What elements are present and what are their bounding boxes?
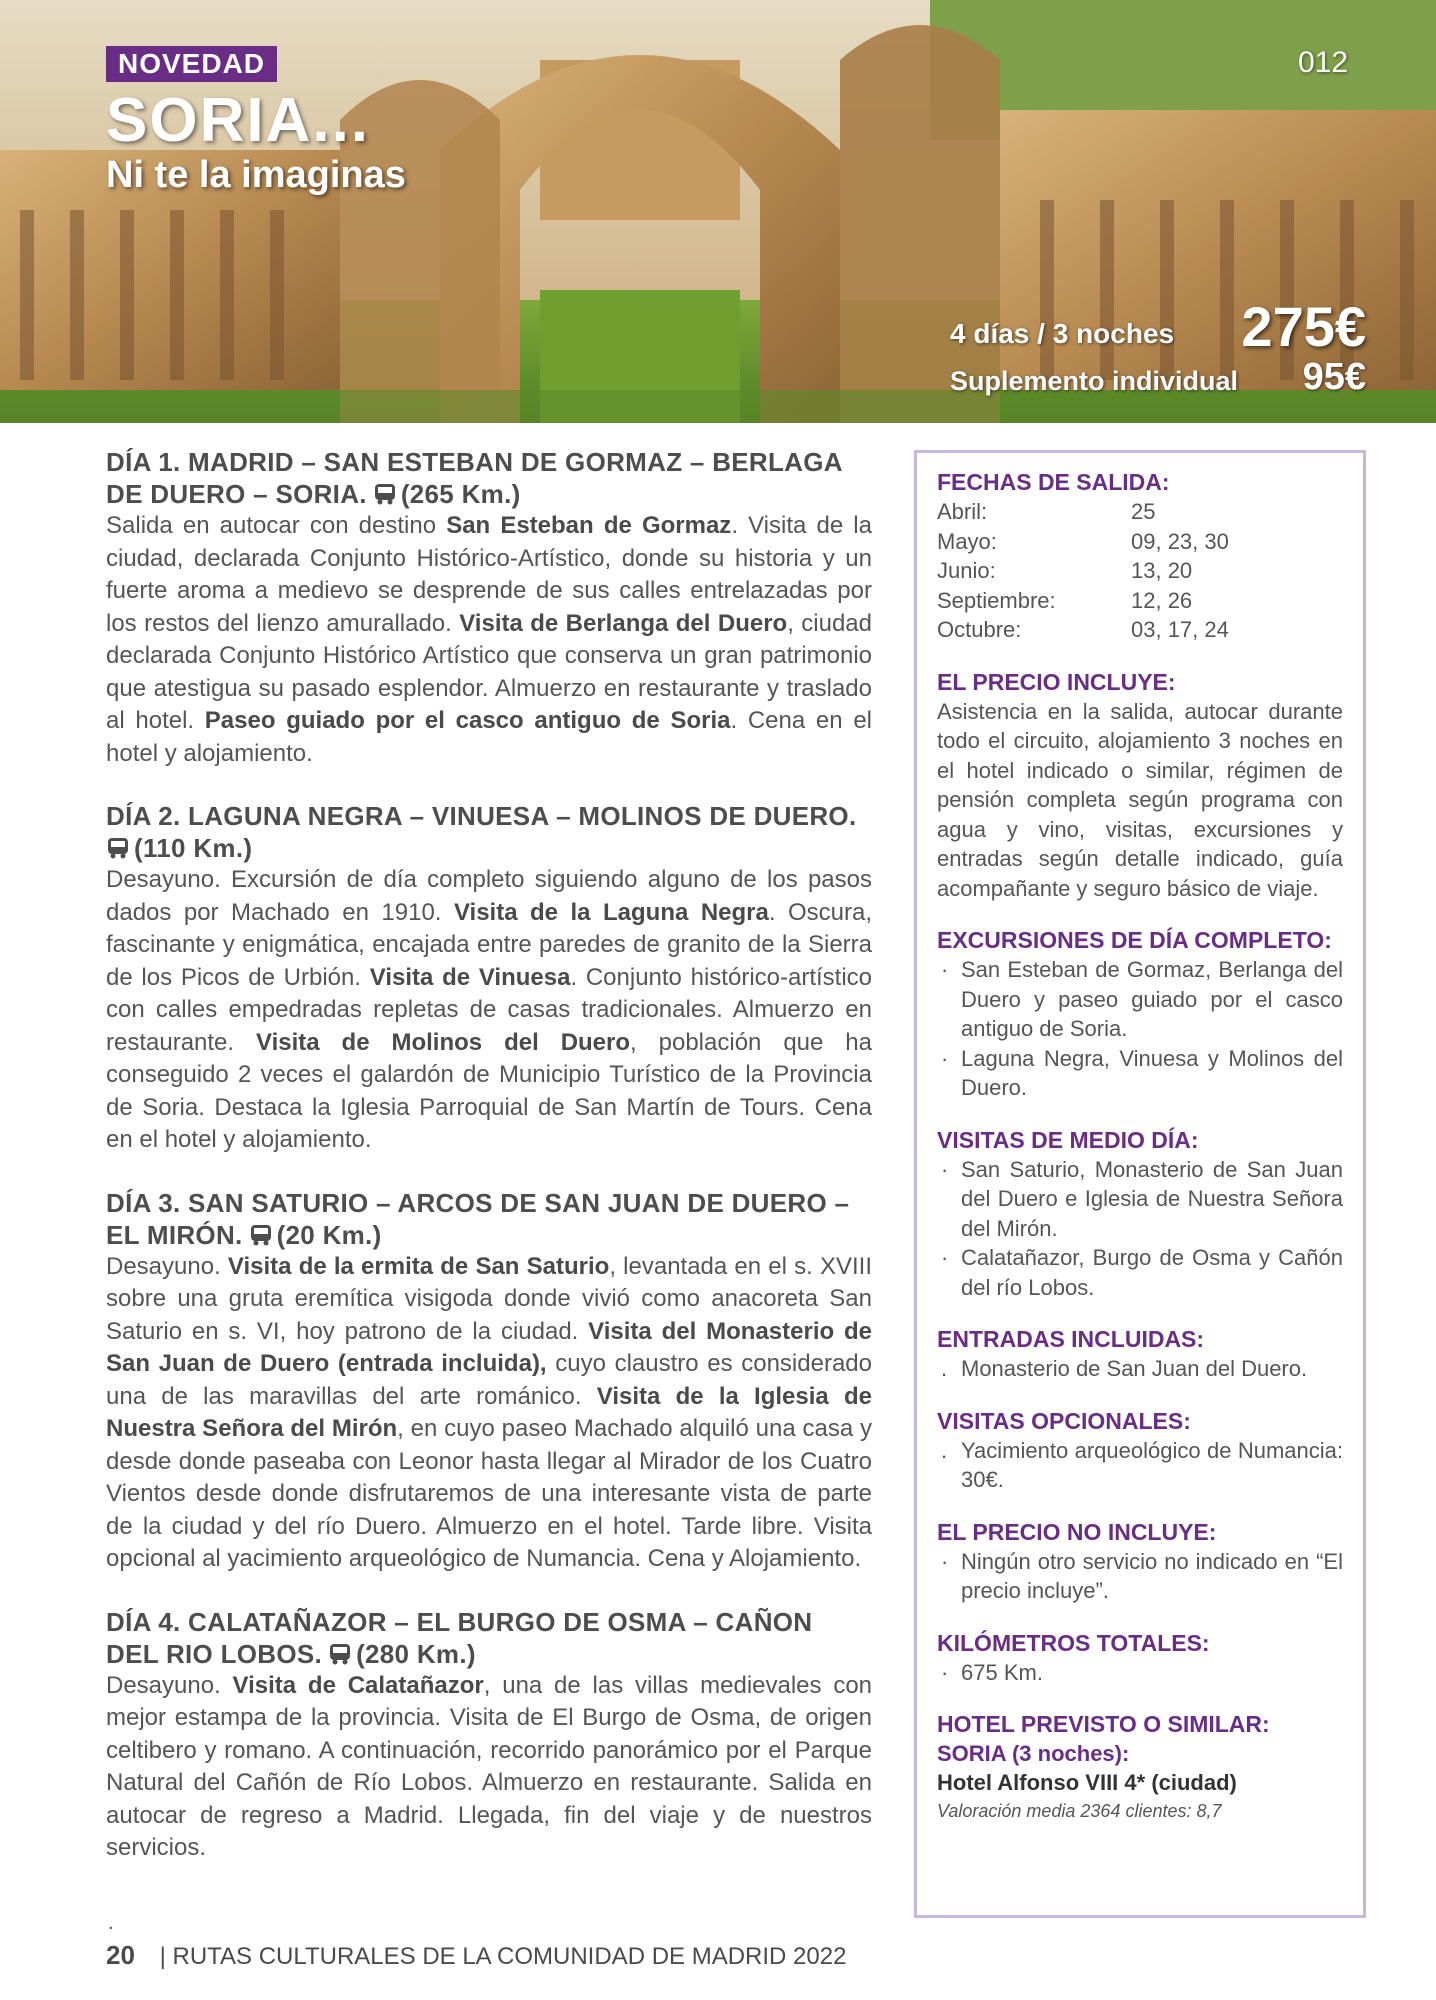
highlight-text: Visita de la Laguna Negra (453, 898, 769, 926)
list-item: . Yacimiento arqueológico de Numancia: 30€. (937, 1436, 1343, 1495)
destination-title: SORIA... (106, 86, 371, 155)
body-text: . Cena en el hotel y alojamiento. (106, 707, 873, 767)
section-title: ENTRADAS INCLUIDAS: (937, 1326, 1205, 1352)
section-optional-visits (937, 1406, 1343, 1495)
list-item: · 675 Km. (937, 1658, 1343, 1688)
day-description (106, 1670, 872, 1865)
itinerary-day (106, 800, 872, 1157)
highlight-text: Visita de Molinos del Duero (256, 1028, 631, 1056)
publication-title: | RUTAS CULTURALES DE LA COMUNIDAD DE MADRID 2022 (159, 1943, 847, 1970)
itinerary-day (106, 446, 872, 770)
date-month: Junio: (937, 558, 996, 583)
body-text: Salida en autocar con destino (106, 512, 447, 539)
hotel-name: Hotel Alfonso VIII 4* (ciudad) (937, 1770, 1237, 1795)
section-price-includes (937, 667, 1343, 904)
destination-subtitle: Ni te la imaginas (106, 154, 406, 196)
section-title: KILÓMETROS TOTALES: (937, 1629, 1210, 1656)
body-text: Desayuno. (106, 1252, 228, 1280)
section-hotel (937, 1709, 1343, 1825)
list-item: · San Saturio, Monasterio de San Juan del Duero e Iglesia de Nuestra Señora del Mirón. (937, 1155, 1343, 1244)
body-text: cuyo claustro es considerado una de las maravillas del arte románico. (106, 1350, 872, 1410)
body-text: , en cuyo paseo Machado alquiló una casa y desde donde paseaba con Leonor hasta llegar al Mirador de los Cuatro Vientos desde donde disfrutaremos de una interesante vista de parte de la ciudad y del río Duero. Almuerzo en el hotel. Tarde libre. Visita opcional al yacimiento arqueológico de Numancia. Cena y Alojamiento. (106, 1415, 872, 1572)
section-title: VISITAS OPCIONALES: (937, 1407, 1191, 1434)
km-list (937, 1658, 1343, 1688)
list-item: · Laguna Negra, Vinuesa y Molinos del Duero. (937, 1044, 1343, 1103)
bus-icon (249, 1224, 273, 1246)
body-text: , levantada en el s. XVIII sobre una gruta eremítica visigoda donde vivió como anacoreta San Saturio en s. VI, hoy patrono de la ciudad. (106, 1252, 873, 1345)
body-text: Desayuno. Excursión de día completo siguiendo alguno de los pasos dados por Machado en 1910. (106, 866, 872, 926)
section-full-day-excursions (937, 925, 1343, 1103)
section-title: FECHAS DE SALIDA: (937, 469, 1170, 495)
supplement-label: Suplemento individual (950, 366, 1239, 396)
list-item: · Ningún otro servicio no indicado en “El precio incluye”. (937, 1547, 1343, 1606)
novedad-badge: NOVEDAD (106, 46, 277, 82)
trip-duration: 4 días / 3 noches (950, 318, 1175, 349)
highlight-text: Visita de Berlanga del Duero (459, 609, 788, 637)
date-days: 13, 20 (1131, 558, 1193, 583)
list-item: · Calatañazor, Burgo de Osma y Cañón del río Lobos. (937, 1243, 1343, 1302)
body-text: , una de las villas medievales con mejor estampa de la provincia. Visita de El Burgo de Osma, de origen celtibero y romano. A continuación, recorrido panorámico por el Parque Natural del Cañón de Río Lobos. Almuerzo en restaurante. Salida en autocar de regreso a Madrid. Llegada, fin del viaje y de nuestros servicios. (106, 1671, 873, 1861)
day-description (106, 864, 872, 1157)
stray-dot: . (108, 1912, 114, 1934)
hotel-city: SORIA (3 noches): (937, 1741, 1130, 1766)
highlight-text: Visita de Calatañazor (232, 1671, 484, 1699)
excursions-list (937, 955, 1343, 1103)
body-text: , ciudad declarada Conjunto Histórico Artístico que conserva un gran patrimonio que atestigua su pasado esplendor. Almuerzo en restaurante y traslado al hotel. (106, 609, 873, 734)
highlight-text: Paseo guiado por el casco antiguo de Soria (204, 707, 731, 734)
bus-icon (106, 837, 130, 859)
body-text: Desayuno. (106, 1671, 233, 1699)
date-month: Septiembre: (937, 587, 1056, 613)
highlight-text: Visita de la Iglesia de Nuestra Señora del Mirón (106, 1382, 872, 1442)
page-number: 20 (106, 1940, 135, 1970)
date-month: Abril: (937, 499, 988, 524)
body-text: , población que ha conseguido 2 veces el galardón de Municipio Turístico de la Provincia de Soria. Destaca la Iglesia Parroquial de San Martín de Tours. Cena en el hotel y alojamiento. (106, 1028, 872, 1153)
section-title: EL PRECIO INCLUYE: (937, 668, 1176, 695)
date-month: Octubre: (937, 617, 1022, 642)
day-heading: DÍA 3. SAN SATURIO – ARCOS DE SAN JUAN DE DUERO – EL MIRÓN. (20 Km.) (106, 1187, 850, 1250)
tickets-list (937, 1354, 1343, 1384)
highlight-text: San Esteban de Gormaz (446, 512, 732, 539)
day-heading: DÍA 4. CALATAÑAZOR – EL BURGO DE OSMA – CAÑON DEL RIO LOBOS. (280 Km.) (106, 1606, 813, 1669)
itinerary-day (106, 1187, 872, 1576)
section-title: EXCURSIONES DE DÍA COMPLETO: (937, 927, 1332, 953)
date-days: 25 (1131, 499, 1156, 524)
body-text: . Oscura, fascinante y enigmática, encajada entre paredes de granito de la Sierra de los Picos de Urbión. (106, 898, 873, 991)
day-description (106, 510, 872, 770)
section-total-km (937, 1628, 1343, 1688)
date-days: 12, 26 (1131, 587, 1193, 613)
body-text: . Conjunto histórico-artístico con calles empedradas repletas de casas tradicionales. Almuerzo en restaurante. (106, 963, 873, 1056)
body-text: . Visita de la ciudad, declarada Conjunto Histórico-Artístico, donde su historia y un fuerte aroma a medievo se desprende de sus calles entrelazadas por los restos del lienzo amurallado. (106, 512, 872, 637)
section-title: VISITAS DE MEDIO DÍA: (937, 1126, 1199, 1153)
supplement-price: 95€ (1302, 356, 1366, 398)
date-days: 09, 23, 30 (1131, 528, 1229, 554)
itinerary (106, 446, 872, 1895)
optional-list (937, 1436, 1343, 1495)
date-month: Mayo: (937, 528, 997, 554)
day-heading: DÍA 1. MADRID – SAN ESTEBAN DE GORMAZ – BERLAGA DE DUERO – SORIA. (265 Km.) (106, 447, 842, 509)
list-item: . Monasterio de San Juan del Duero. (937, 1354, 1343, 1384)
price-includes-text: Asistencia en la salida, autocar durante todo el circuito, alojamiento 3 noches en el hotel indicado o similar, régimen de pensión completa según programa con agua y vino, visitas, excursiones y entradas según detalle indicado, guía acompañante y seguro básico de viaje. (937, 698, 1343, 901)
trip-code: 012 (1298, 46, 1349, 79)
section-half-day-visits (937, 1125, 1343, 1303)
excludes-list (937, 1547, 1343, 1606)
bus-icon (373, 483, 397, 505)
section-departure-dates (937, 467, 1343, 645)
section-title: EL PRECIO NO INCLUYE: (937, 1518, 1217, 1545)
list-item: · San Esteban de Gormaz, Berlanga del Duero y paseo guiado por el casco antiguo de Soria. (937, 955, 1343, 1044)
highlight-text: Visita de Vinuesa (369, 963, 571, 991)
bus-icon (328, 1643, 352, 1665)
section-included-tickets (937, 1324, 1343, 1384)
hero-banner (0, 0, 1436, 423)
half-day-list (937, 1155, 1343, 1303)
hotel-rating: Valoración media 2364 clientes: 8,7 (937, 1801, 1222, 1821)
day-heading: DÍA 2. LAGUNA NEGRA – VINUESA – MOLINOS DE DUERO. (110 Km.) (106, 801, 857, 863)
date-days: 03, 17, 24 (1131, 617, 1229, 642)
info-sidebar (914, 450, 1366, 1918)
itinerary-day (106, 1606, 872, 1865)
section-price-excludes (937, 1517, 1343, 1606)
day-description (106, 1251, 872, 1576)
trip-price: 275€ (1241, 295, 1366, 358)
dates-table (937, 497, 1343, 645)
highlight-text: Visita de la ermita de San Saturio (227, 1252, 610, 1280)
highlight-text: Visita del Monasterio de San Juan de Duero (entrada incluida), (106, 1317, 872, 1377)
page-footer (106, 1912, 847, 1971)
section-title: HOTEL PREVISTO O SIMILAR: (937, 1711, 1270, 1737)
